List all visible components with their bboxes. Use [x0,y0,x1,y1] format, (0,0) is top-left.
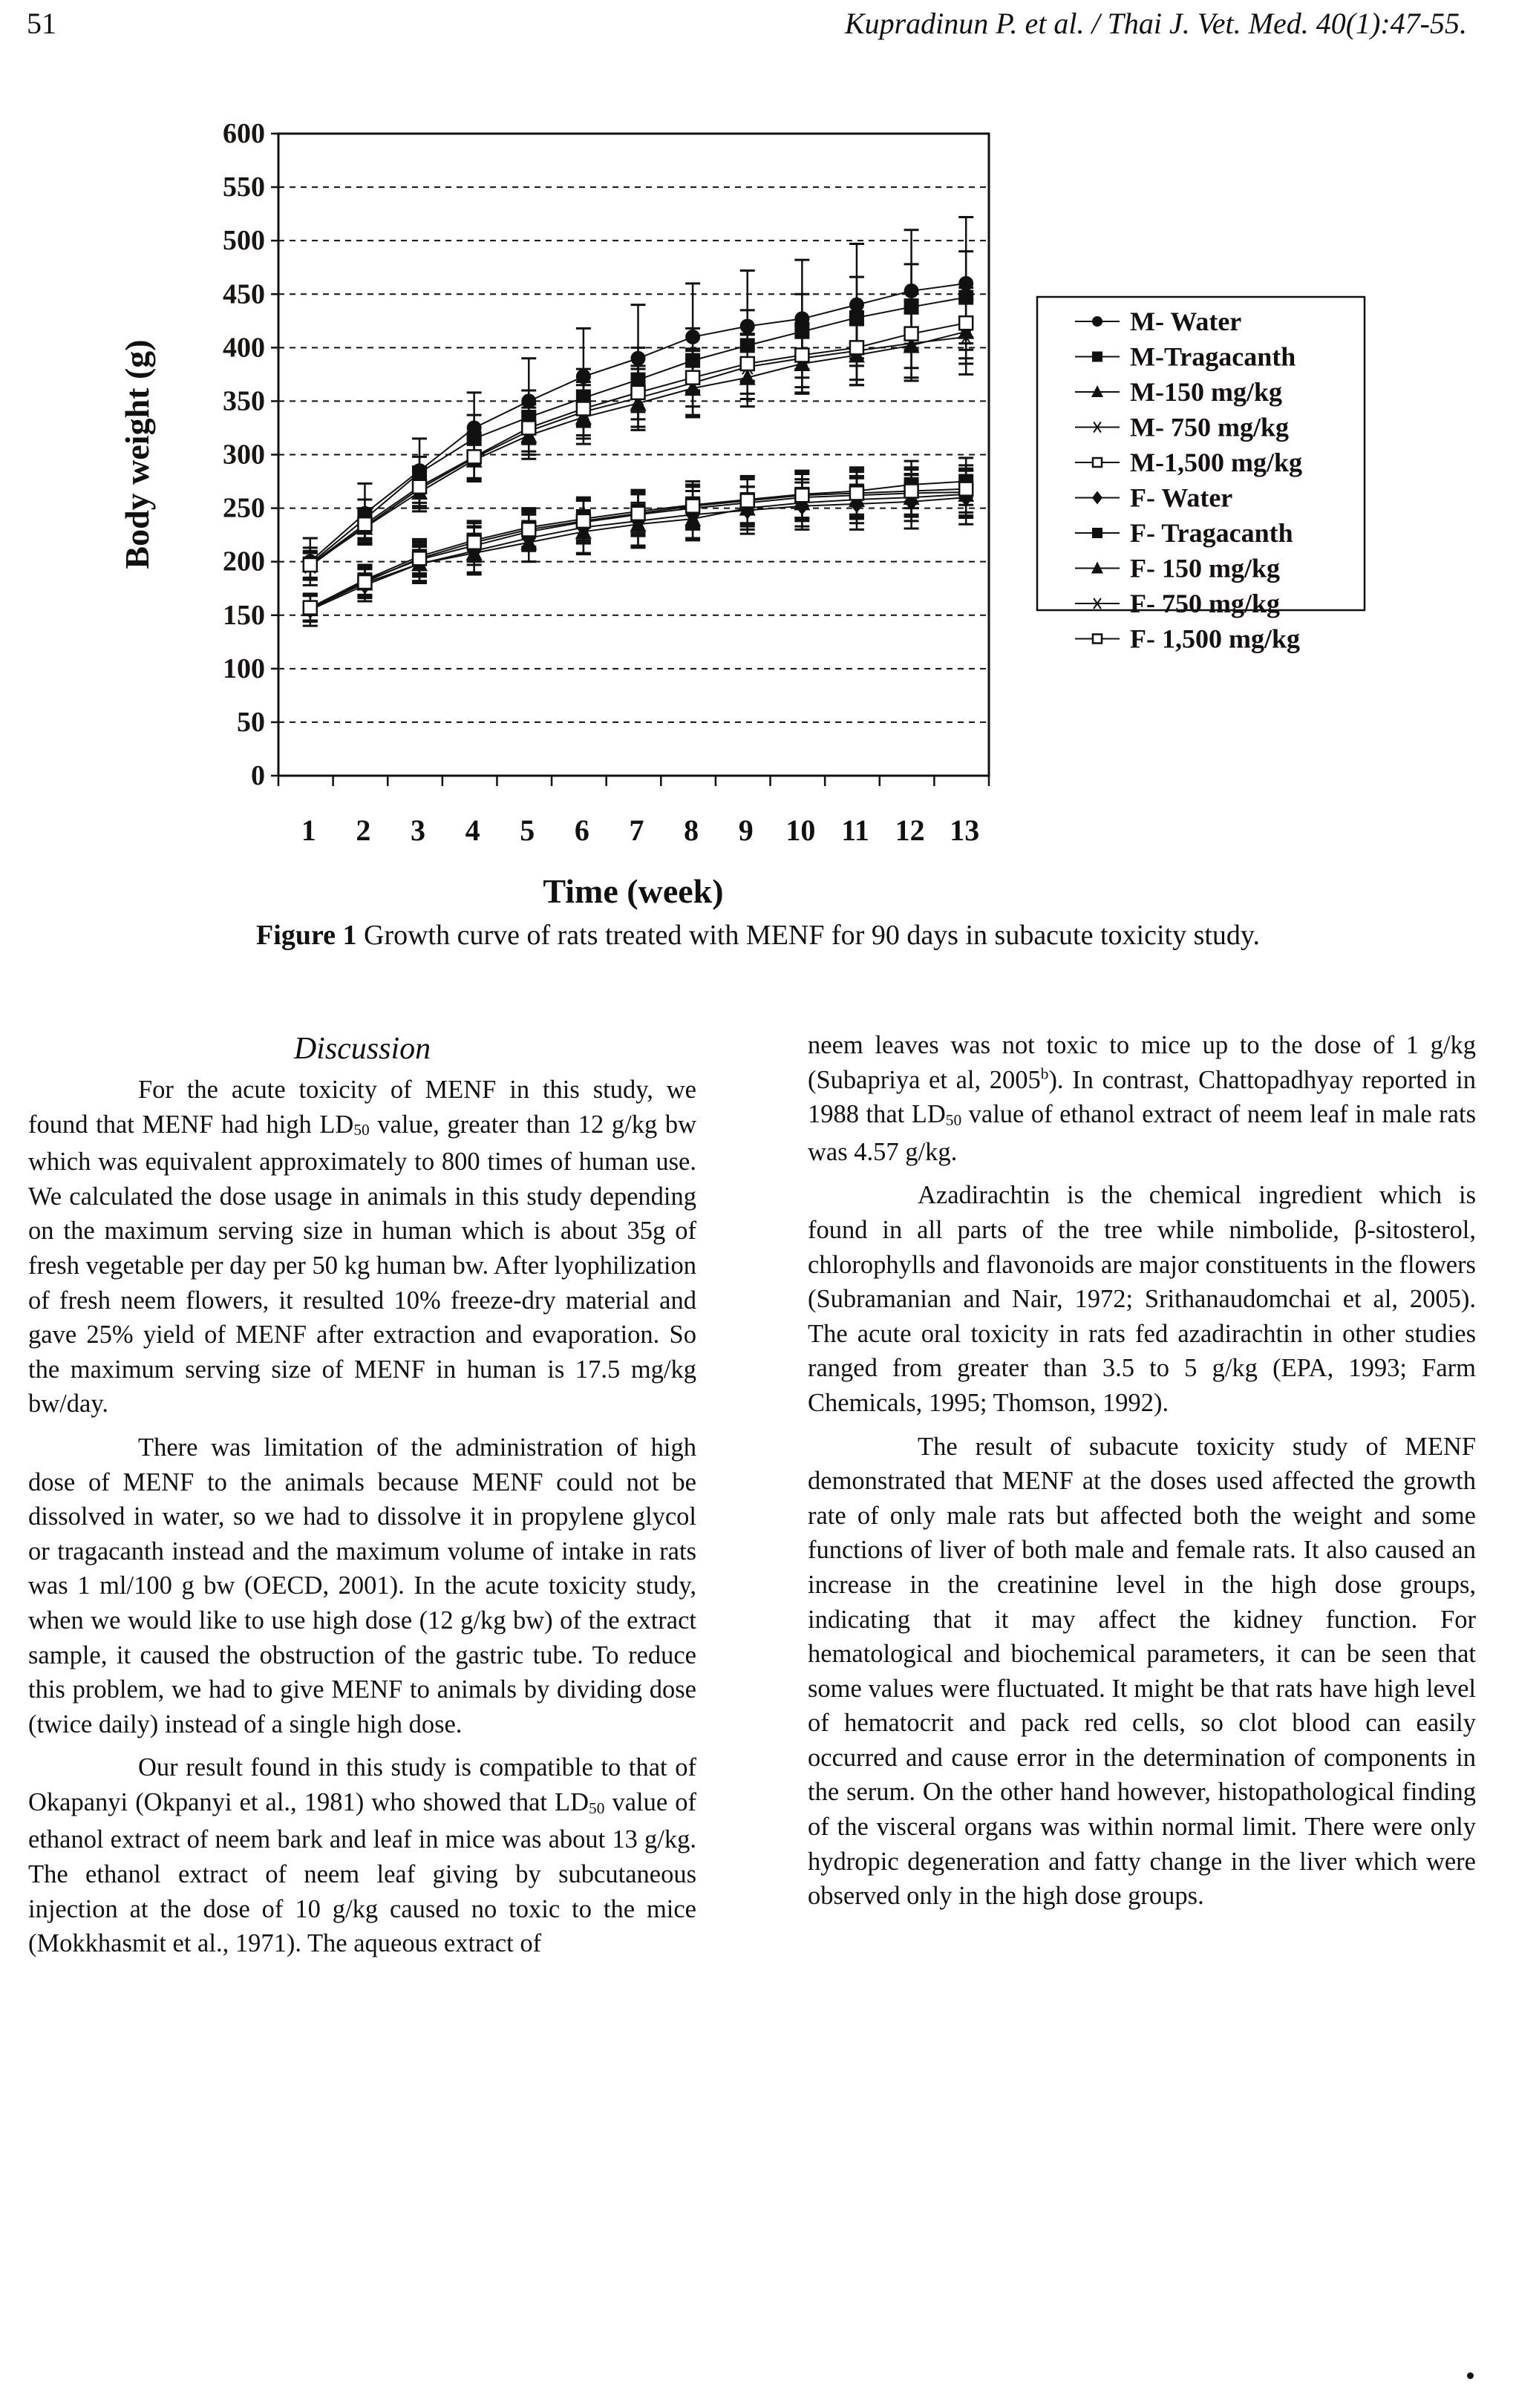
y-tick-label: 150 [223,599,265,631]
x-axis-title: Time (week) [543,872,724,910]
y-tick-label: 400 [223,332,265,364]
y-axis-title: Body weight (g) [118,339,156,569]
y-tick-label: 450 [223,278,265,310]
page-number: 51 [27,7,56,40]
legend-label: F- 1,500 mg/kg [1130,624,1300,654]
legend-label: M-Tragacanth [1130,341,1296,372]
x-tick-label: 11 [841,814,869,847]
paragraph: Azadirachtin is the chemical ingredient which is found in all parts of the tree while nimbolide, β-sitosterol, chlorophylls and flavonoids are major constituents in the flowers (Subramanian and Nair, 1972; Srithanaudomchai et al, 2005). The acute oral toxicity in rats fed azadirachtin in other studies ranged from greater than 3.5 to 5 g/kg (EPA, 1993; Farm Chemicals, 1995; Thomson, 1992). [808,1181,1476,1417]
x-tick-label: 9 [738,814,754,847]
right-column [808,1028,1476,1914]
paragraph: The result of subacute toxicity study of MENF demonstrated that MENF at the doses used affected the growth rate of only male rats but affected both the weight and some functions of liver of both male and female rats. It also caused an increase in the creatinine level in the high dose groups, indicating that it may affect the kidney function. For hematological and biochemical parameters, it can be seen that some values were fluctuated. It might be that rats have high level of hematocrit and pack red cells, so clot blood can easily occurred and cause error in the determination of components in the serum. On the other hand however, histopathological finding of the visceral organs was within normal limit. There were only hydropic degeneration and fatty change in the liver which were observed only in the high dose groups. [808,1432,1476,1911]
left-column [28,1028,696,1961]
legend-label: M-150 mg/kg [1130,377,1282,407]
y-tick-label: 50 [237,706,265,738]
y-tick-label: 550 [223,171,265,203]
x-tick-label: 5 [520,814,535,847]
y-tick-label: 200 [223,546,265,578]
x-tick-label: 7 [629,814,644,847]
legend-label: M-1,500 mg/kg [1130,448,1302,477]
paragraph: For the acute toxicity of MENF in this study, we found that MENF had high LD50 value, greater than 12 g/kg bw which was equivalent approximately to 800 times of human use. We calculated the dose usage in animals in this study depending on the maximum serving size in human which is about 35g of fresh vegetable per day per 50 kg human bw. After lyophilization of fresh neem flowers, it resulted 10% freeze-dry material and gave 25% yield of MENF after extraction and evaporation. So the maximum serving size of MENF in human is 17.5 mg/kg bw/day. [28,1076,696,1419]
y-tick-label: 100 [223,652,265,684]
x-tick-label: 3 [411,814,426,847]
y-tick-label: 300 [223,439,265,471]
x-tick-label: 1 [301,814,316,847]
x-tick-label: 2 [356,814,371,847]
x-tick-label: 6 [574,814,589,847]
figure-caption-text: Growth curve of rats treated with MENF for 90 days in subacute toxicity study. [356,920,1260,951]
legend-label: F- 750 mg/kg [1130,589,1280,618]
x-tick-label: 10 [785,814,816,847]
chart-legend [1037,297,1365,654]
legend-label: M- Water [1130,307,1242,336]
figure-caption [0,919,1516,952]
legend-item [1075,624,1300,654]
paragraph: There was limitation of the administration of high dose of MENF to the animals because MENF could not be dissolved in water, so we had to dissolve it in propylene glycol or tragacanth instead and the maximum volume of intake in rats was 1 ml/100 g bw (OECD, 2001). In the acute toxicity study, when we would like to use high dose (12 g/kg bw) of the extract sample, it caused the obstruction of the gastric tube. To reduce this problem, we had to give MENF to animals by dividing dose (twice daily) instead of a single high dose. [28,1433,696,1738]
legend-label: F- Tragacanth [1130,518,1293,548]
y-tick-label: 500 [223,225,265,257]
legend-label: F- 150 mg/kg [1130,553,1280,583]
paragraph: Our result found in this study is compatible to that of Okapanyi (Okpanyi et al., 1981) who showed that LD50 value of ethanol extract of neem bark and leaf in mice was about 13 g/kg. The ethanol extract of neem leaf giving by subcutaneous injection at the dose of 10 g/kg caused no toxic to the mice (Mokkhasmit et al., 1971). The aqueous extract of [28,1753,696,1958]
running-header-citation: Kupradinun P. et al. / Thai J. Vet. Med. 40(1):47-55. [844,7,1467,40]
x-tick-label: 8 [684,814,699,847]
legend-label: F- Water [1130,482,1233,513]
x-tick-label: 13 [950,814,980,847]
x-tick-label: 4 [465,814,480,847]
page-end-dot [1467,2372,1474,2379]
y-tick-label: 0 [251,760,265,791]
x-tick-label: 12 [895,814,925,847]
section-heading-discussion: Discussion [293,1032,431,1066]
figure-label: Figure 1 [256,920,357,951]
paragraph: neem leaves was not toxic to mice up to the dose of 1 g/kg (Subapriya et al, 2005$^b$). In contrast, Chattopadhyay reported in 1988 that LD50 value of ethanol extract of neem leaf in male rats was 4.57 g/kg. [808,1031,1477,1166]
legend-label: M- 750 mg/kg [1130,412,1289,442]
y-tick-label: 600 [223,118,265,149]
y-tick-label: 350 [223,385,265,417]
y-tick-label: 250 [223,492,265,524]
growth-curve-chart [0,0,1516,910]
